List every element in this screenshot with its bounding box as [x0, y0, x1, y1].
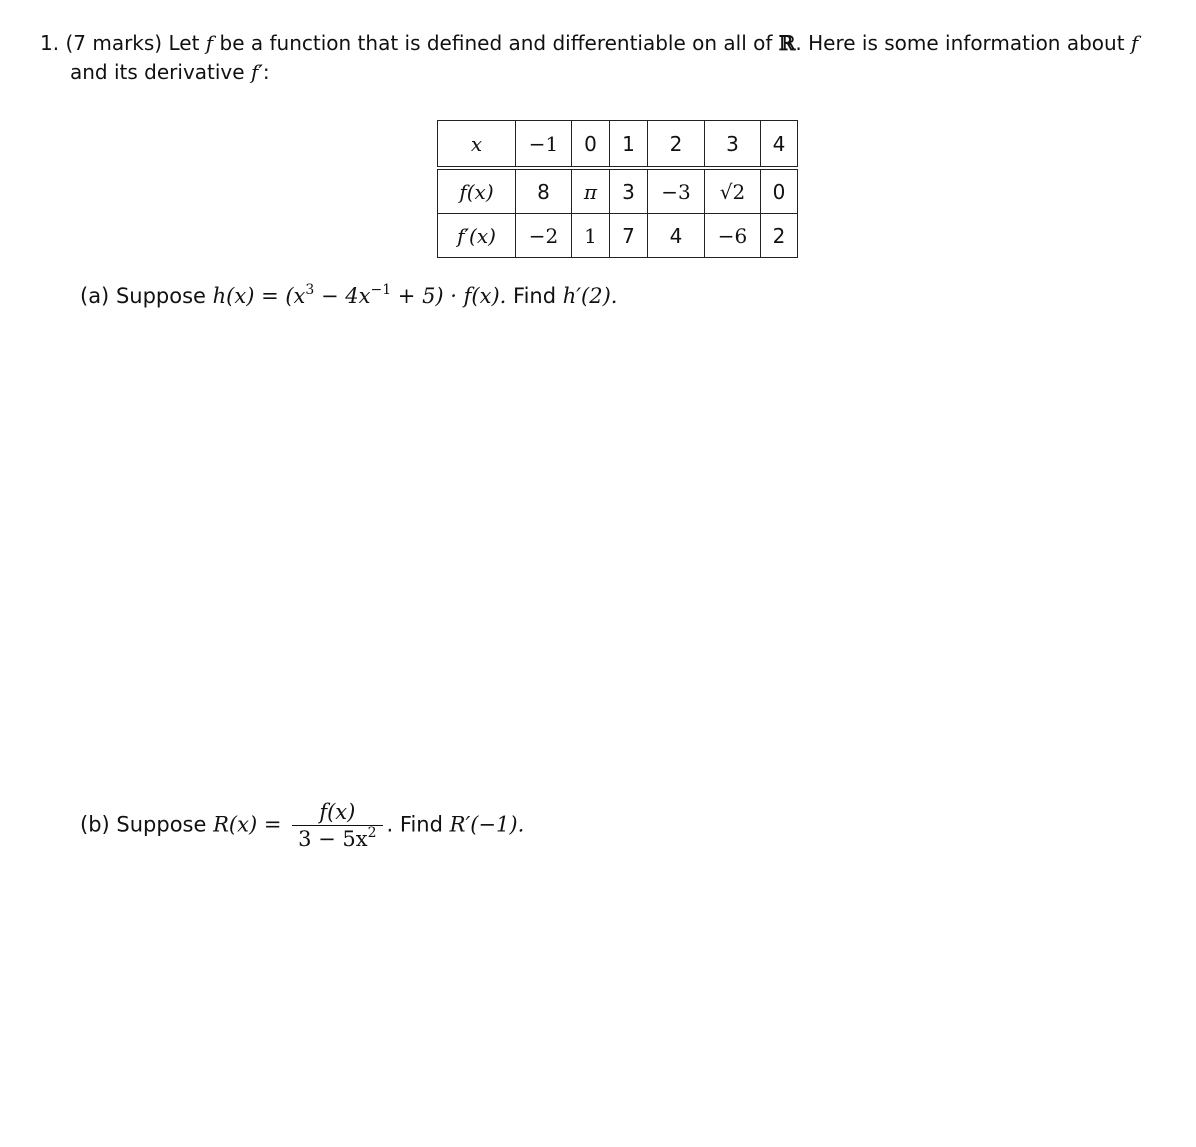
- stem-line-2: and its derivative: [70, 60, 245, 84]
- fprime-cell: −2: [516, 214, 572, 258]
- denominator-base: 3 − 5x: [298, 827, 368, 851]
- part-b-function-lhs: R(x) =: [213, 812, 282, 837]
- part-a-suppose: Suppose: [115, 284, 206, 308]
- question-stem: [40, 29, 1165, 87]
- row-label-f: f(x): [438, 170, 516, 214]
- table-row-f: [438, 170, 798, 214]
- f-cell: 8: [516, 170, 572, 214]
- f-cell: √2: [705, 170, 761, 214]
- fraction-numerator: f(x): [292, 800, 382, 826]
- part-a: [80, 284, 617, 308]
- x-cell: 0: [572, 121, 610, 167]
- x-cell: −1: [516, 121, 572, 167]
- stem-function-f: f: [205, 31, 214, 55]
- part-a-end-term: + 5) · f(x).: [391, 284, 507, 308]
- fraction-denominator: [292, 826, 382, 851]
- part-b-target: R′(−1).: [449, 812, 525, 837]
- part-b-find: Find: [399, 812, 443, 837]
- part-a-find: Find: [513, 284, 557, 308]
- fprime-cell: 7: [610, 214, 648, 258]
- stem-text-1: Let: [168, 31, 200, 55]
- row-label-x: x: [438, 121, 516, 167]
- function-values-table: [437, 120, 798, 258]
- question-marks: (7 marks): [65, 31, 163, 55]
- part-b-dot: .: [386, 812, 394, 837]
- stem-derivative-symbol: f′: [250, 60, 263, 84]
- table-row-x: [438, 121, 798, 167]
- fprime-cell: 4: [648, 214, 705, 258]
- stem-reals-symbol: ℝ: [778, 31, 796, 55]
- part-a-label: (a): [80, 284, 110, 308]
- fprime-cell: −6: [705, 214, 761, 258]
- part-b-fraction: [292, 800, 382, 851]
- part-b-label: (b): [80, 812, 110, 837]
- part-a-function-def: h(x) = (x: [212, 284, 306, 308]
- part-a-exponent-neg1: −1: [370, 282, 392, 298]
- f-cell: −3: [648, 170, 705, 214]
- table-row-fprime: [438, 214, 798, 258]
- fprime-cell: 1: [572, 214, 610, 258]
- f-cell: 0: [761, 170, 798, 214]
- part-a-exponent-3: 3: [305, 282, 315, 298]
- f-cell: π: [572, 170, 610, 214]
- denominator-exponent: 2: [367, 825, 377, 841]
- stem-text-3: . Here is some information about: [795, 31, 1125, 55]
- row-label-fprime: f′(x): [438, 214, 516, 258]
- x-cell: 4: [761, 121, 798, 167]
- x-cell: 3: [705, 121, 761, 167]
- question-number: 1.: [40, 31, 60, 55]
- part-a-middle-term: − 4x: [314, 284, 371, 308]
- fprime-cell: 2: [761, 214, 798, 258]
- f-cell: 3: [610, 170, 648, 214]
- part-b-suppose: Suppose: [116, 812, 207, 837]
- stem-colon: :: [262, 60, 270, 84]
- x-cell: 1: [610, 121, 648, 167]
- x-cell: 2: [648, 121, 705, 167]
- part-b: [80, 800, 524, 851]
- stem-text-2: be a function that is defined and differentiable on all of: [219, 31, 773, 55]
- stem-function-f-2: f: [1130, 31, 1139, 55]
- part-a-target: h′(2).: [562, 284, 618, 308]
